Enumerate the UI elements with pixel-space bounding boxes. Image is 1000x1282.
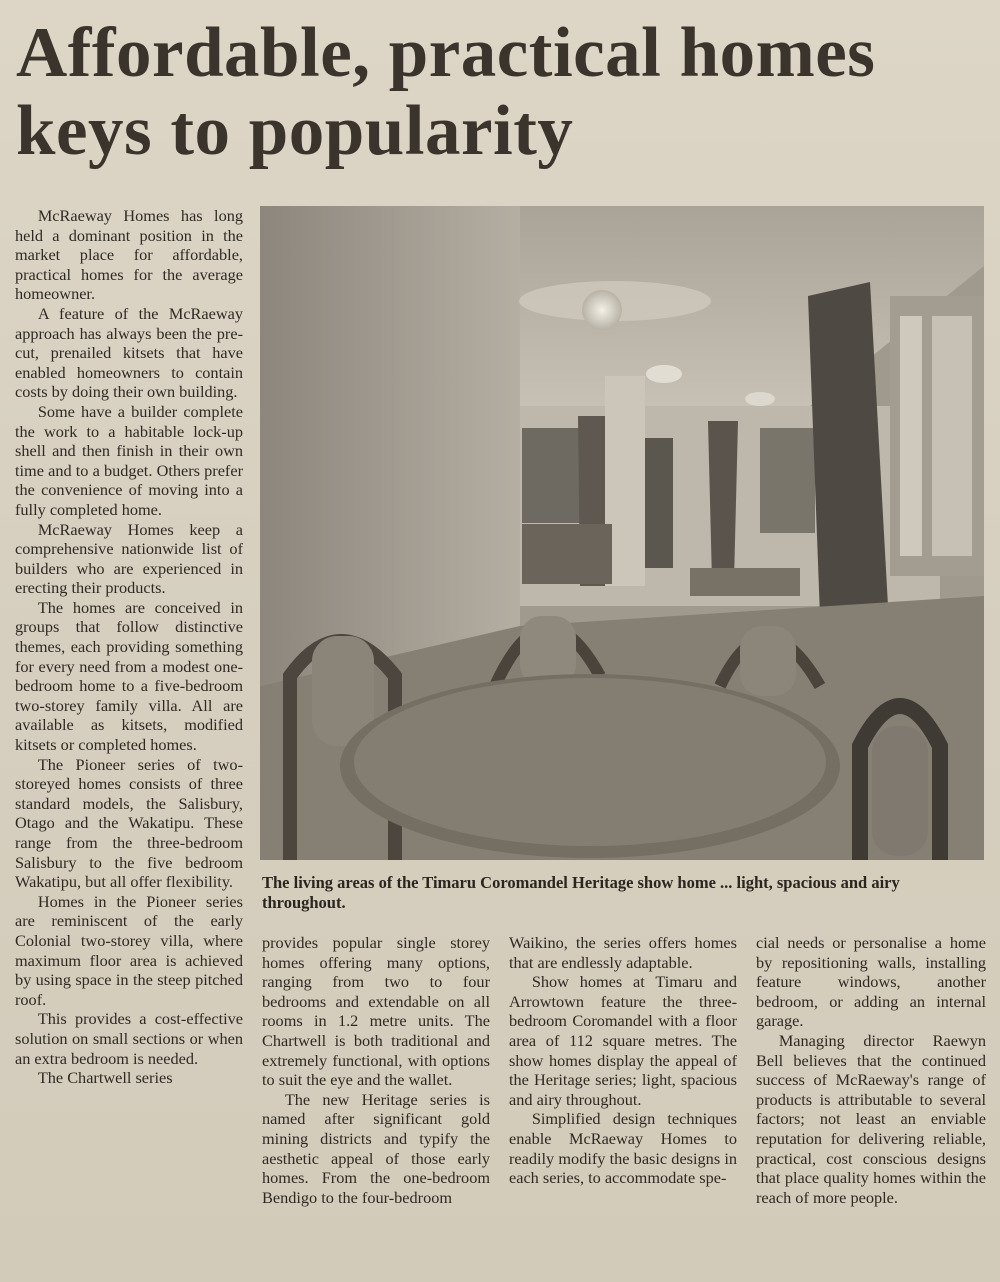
article-column-4 [756,933,986,1207]
paragraph: McRaeway Homes has long held a dominant position in the market place for affordable, practical homes for the average homeowner. [15,206,243,304]
article-column-2 [262,933,490,1207]
paragraph: This provides a cost-effective solution on small sections or when an extra bedroom is needed. [15,1009,243,1068]
paragraph: Managing director Raewyn Bell believes that the continued success of McRaeway's range of products is attributable to several factors; not least an enviable reputation for delivering reliable, practical, cost conscious designs that place quality homes within the reach of more people. [756,1030,986,1207]
paragraph: The new Heritage series is named after significant gold mining districts and typify the aesthetic appeal of those early homes. From the one-bedroom Bendigo to the four-bedroom [262,1089,490,1207]
paragraph: provides popular single storey homes offering many options, ranging from two to four bedrooms and extendable on all rooms in 1.2 metre units. The Chartwell is both traditional and extremely functional, with options to suit the eye and the wallet. [262,933,490,1090]
article-column-1 [15,206,243,1088]
paragraph: Homes in the Pioneer series are reminiscent of the early Colonial two-storey villa, where maximum floor area is achieved by using space in the steep pitched roof. [15,891,243,1009]
photo-caption: The living areas of the Timaru Coromandel Heritage show home ... light, spacious and airy throughout. [262,873,900,912]
paragraph: Show homes at Timaru and Arrowtown feature the three-bedroom Coromandel with a floor area of 112 square metres. The show homes display the appeal of the Heritage series; light, spacious and airy throughout. [509,972,737,1109]
paragraph: The Chartwell series [37,1068,173,1088]
paragraph: Waikino, the series offers homes that are endlessly adaptable. [509,933,737,972]
article-column-3 [509,933,737,1188]
paragraph: Some have a builder complete the work to a habitable lock-up shell and then finish in their own time and to a budget. Others prefer the convenience of moving into a fully completed home. [15,401,243,519]
headline: Affordable, practical homes keys to popularity [16,14,876,170]
paragraph: cial needs or personalise a home by repositioning walls, installing feature windows, another bedroom, or adding an internal garage. [756,933,986,1031]
paragraph: McRaeway Homes keep a comprehensive nationwide list of builders who are experienced in erecting their products. [15,519,243,598]
paragraph: A feature of the McRaeway approach has always been the pre-cut, prenailed kitsets that have enabled homeowners to contain costs by doing their own building. [15,303,243,402]
article-photo [260,206,984,860]
paragraph: The homes are conceived in groups that follow distinctive themes, each providing something for every need from a modest one-bedroom home to a five-bedroom two-storey family villa. All are available as kitsets, modified kitsets or completed homes. [15,597,243,755]
paragraph: Simplified design techniques enable McRaeway Homes to readily modify the basic designs in each series, to accommodate spe- [509,1109,737,1188]
paragraph: The Pioneer series of two-storeyed homes consists of three standard models, the Salisbury, Otago and the Wakatipu. These range from the three-bedroom Salisbury to the five bedroom Wakatipu, but all offer flexibility. [15,754,243,892]
